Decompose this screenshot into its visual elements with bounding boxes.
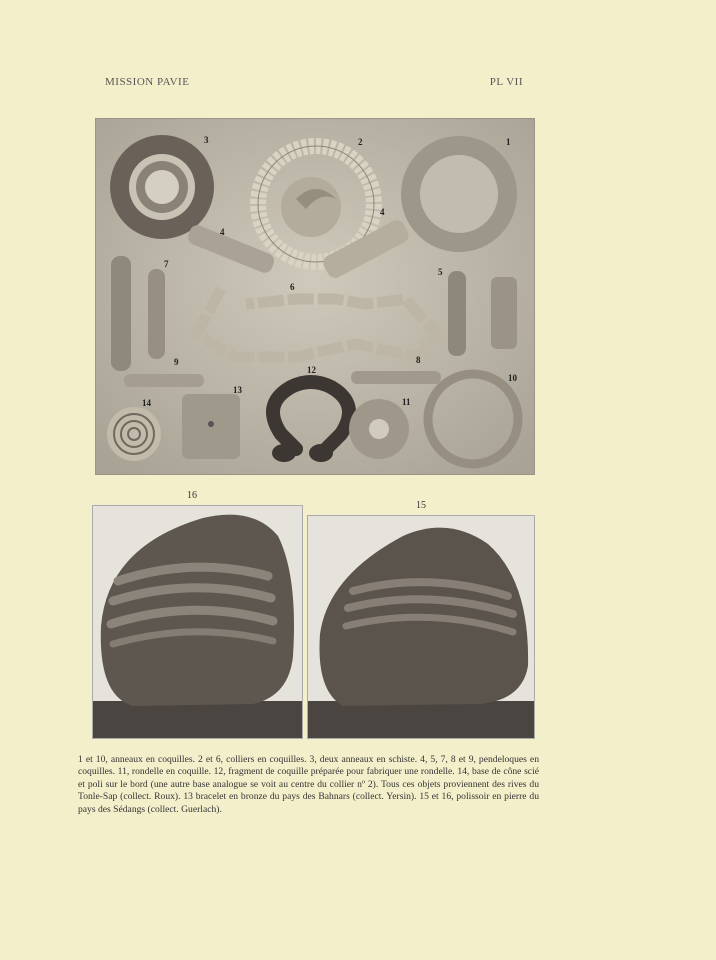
polisher-photo-15 <box>307 515 535 739</box>
label-12: 12 <box>307 365 316 375</box>
label-10: 10 <box>508 373 517 383</box>
shell-objects-illustration <box>96 119 534 474</box>
label-14: 14 <box>142 398 151 408</box>
label-2: 2 <box>358 137 363 147</box>
shell-objects-photo <box>95 118 535 475</box>
header-title: MISSION PAVIE <box>105 76 190 88</box>
label-9: 9 <box>174 357 179 367</box>
label-1: 1 <box>506 137 511 147</box>
label-5: 5 <box>438 267 443 277</box>
polisher-stone-15-illustration <box>308 516 534 738</box>
label-4b: 4 <box>380 207 385 217</box>
plate-number: PL VII <box>489 76 523 88</box>
polisher-photo-16 <box>92 505 303 739</box>
plate-caption: 1 et 10, anneaux en coquilles. 2 et 6, colliers en coquilles. 3, deux anneaux en schiste. 4, 5, 7, 8 et 9, pendeloques en coquilles. 11, rondelle en coquille. 12, fragment de coquille préparée pour fabriquer une rondelle. 14, base de cône scié et poli sur le bord (une autre base analogue se voit au centre du collier nº 2). Tous ces objets proviennent des rives du Tonle-Sap (collect. Roux). 13 bracelet en bronze du pays des Bahnars (collect. Yersin). 15 et 16, polissoir en pierre du pays des Sédangs (collect. Guerlach). <box>78 754 539 815</box>
label-3: 3 <box>204 135 209 145</box>
label-7: 7 <box>164 259 169 269</box>
label-6: 6 <box>290 282 295 292</box>
photo-label-15: 15 <box>416 500 426 511</box>
label-8: 8 <box>416 355 421 365</box>
label-11: 11 <box>402 397 411 407</box>
label-4a: 4 <box>220 227 225 237</box>
label-13: 13 <box>233 385 242 395</box>
cone-base-spiral <box>107 407 161 461</box>
polisher-stone-16-illustration <box>93 506 302 738</box>
photo-label-16: 16 <box>187 490 197 501</box>
